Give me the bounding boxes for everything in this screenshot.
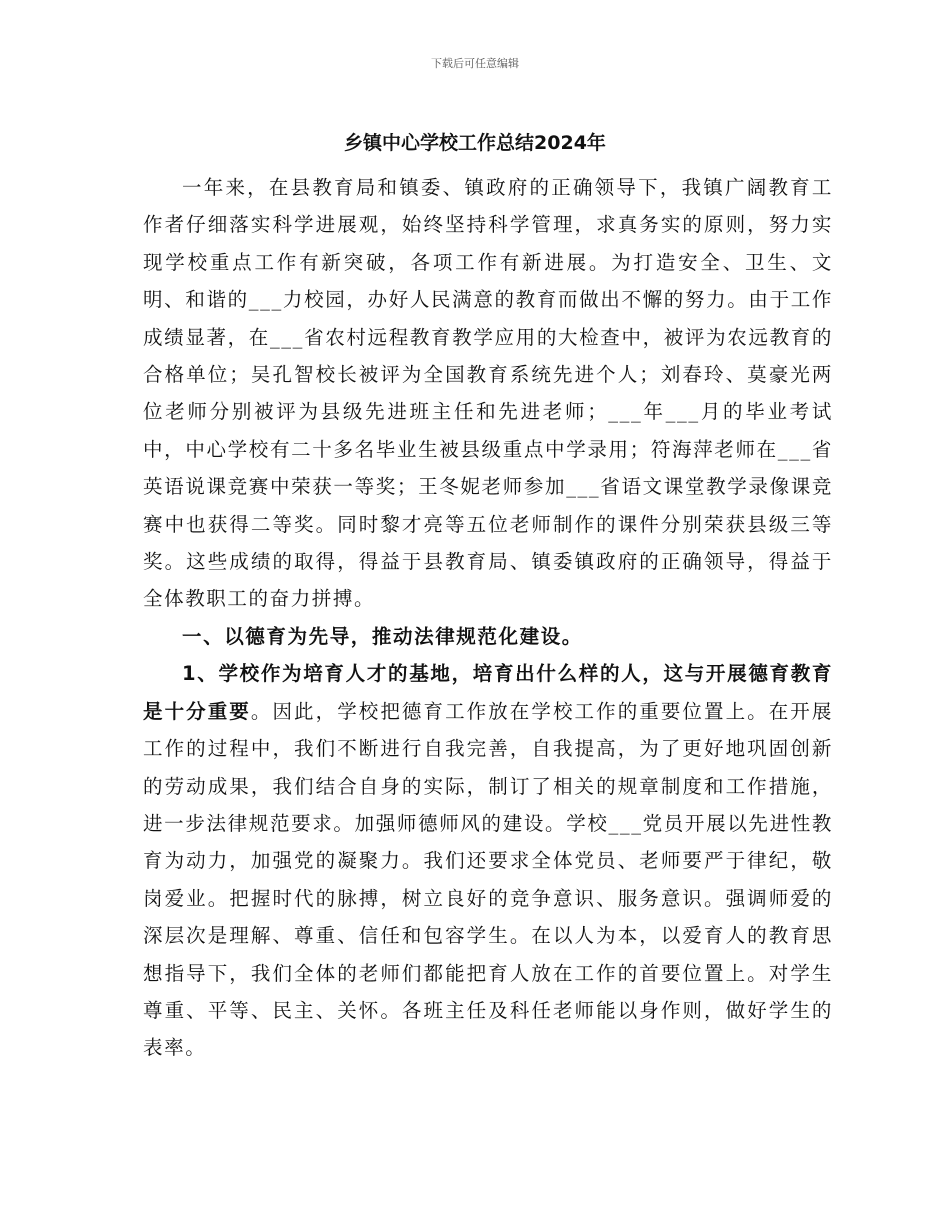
document-body (143, 169, 833, 1067)
item-1-lead: 1、学校作为培育人才的基地，培育出什么样的人，这与开展德育教育是十分重要 (143, 662, 833, 723)
intro-paragraph: 一年来，在县教育局和镇委、镇政府的正确领导下，我镇广阔教育工作者仔细落实科学进展观，始终坚持科学管理，求真务实的原则，努力实现学校重点工作有新突破，各项工作有新进展。为打造安全、卫生、文明、和谐的___力校园，办好人民满意的教育而做出不懈的努力。由于工作成绩显著，在___省农村远程教育教学应用的大检查中，被评为农远教育的合格单位；吴孔智校长被评为全国教育系统先进个人；刘春玲、莫豪光两位老师分别被评为县级先进班主任和先进老师；___年___月的毕业考试中，中心学校有二十多名毕业生被县级重点中学录用；符海萍老师在___省英语说课竞赛中荣获一等奖；王冬妮老师参加___省语文课堂教学录像课竞赛中也获得二等奖。同时黎才亮等五位老师制作的课件分别荣获县级三等奖。这些成绩的取得，得益于县教育局、镇委镇政府的正确领导，得益于全体教职工的奋力拼搏。 (143, 176, 833, 611)
section-heading: 一、以德育为先导，推动法律规范化建设。 (182, 624, 583, 648)
header-note: 下载后可任意编辑 (431, 57, 519, 70)
item-1-paragraph (143, 655, 833, 1066)
item-1-body: 。因此，学校把德育工作放在学校工作的重要位置上。在开展工作的过程中，我们不断进行自我完善，自我提高，为了更好地巩固创新的劳动成果，我们结合自身的实际，制订了相关的规章制度和工作措施，进一步法律规范要求。加强师德师风的建设。学校___党员开展以先进性教育为动力，加强党的凝聚力。我们还要求全体党员、老师要严于律纪，敬岗爱业。把握时代的脉搏，树立良好的竞争意识、服务意识。强调师爱的深层次是理解、尊重、信任和包容学生。在以人为本，以爱育人的教育思想指导下，我们全体的老师们都能把育人放在工作的首要位置上。对学生尊重、平等、民主、关怀。各班主任及科任老师能以身作则，做好学生的表率。 (143, 699, 833, 1060)
page-title: 乡镇中心学校工作总结2024年 (344, 132, 606, 154)
